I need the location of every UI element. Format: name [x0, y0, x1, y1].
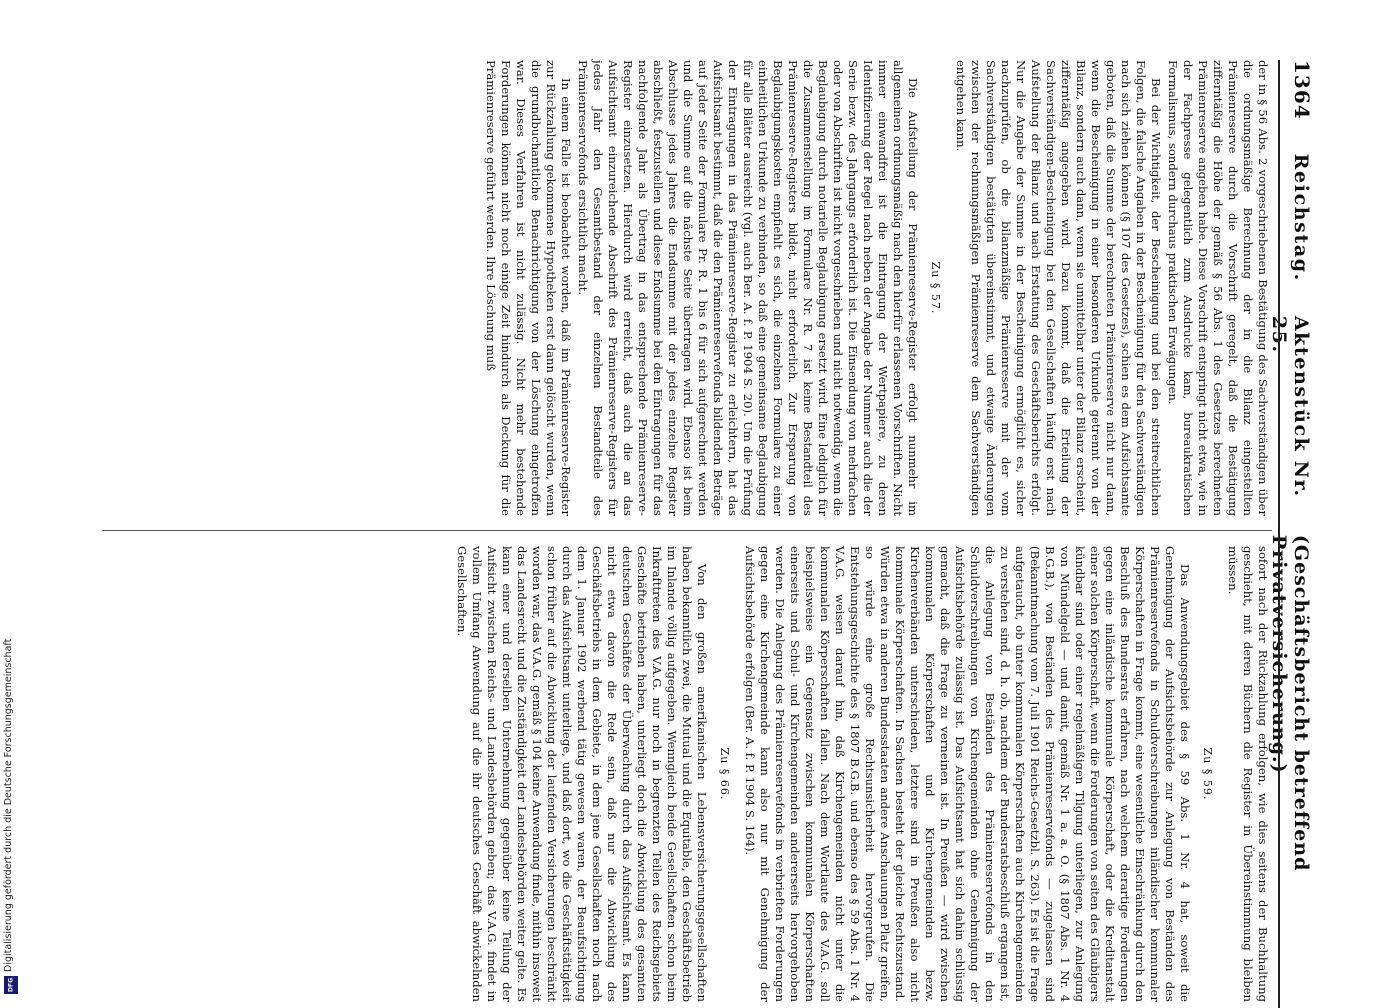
column-separator	[102, 530, 1272, 531]
header-chamber: Reichstag.	[1290, 153, 1312, 282]
paragraph: Bei der Wichtigkeit, der Bescheinigung und bei den streitrechtlichen Folgen, die falsche Angaben in der Bescheinigung für den Sachverständigen nach sich ziehen können (§ 107 des Gesetzes), schien es dem Aufsichtsamte geboten, daß die Summe der berechneten Prämienreserve nicht nur dann, wenn die Bescheinigung in einer besonderen Urkunde getrennt von der Bilanz, sondern auch dann, wenn sie unmittelbar unter der Bilanz erscheint, zifferntäßig angegeben wird. Dazu kommt, daß die Erteilung der Sachverständigen-Bescheinigung bei den Gesellschaften häufig erst nach Aufstellung der Bilanz und nach Erstattung des Geschäftsberichts erfolgt. Nur die Angabe der Summe in der Bescheinigung ermöglicht es, sicher nachzuprüfen, ob die bilanzmäßige Prämienreserve mit der vom Sachverständigen bestätigten übereinstimmt, und etwaige Änderungen zwischen der rechnungsmäßigen Prämienreserve dem Sachverständigen entgehen kann.	[954, 60, 1163, 516]
digitization-credit: Digitalisierung gefördert durch die Deutsche Forschungsgemeinschaft	[3, 638, 14, 972]
page-header	[1268, 60, 1314, 1008]
page-number: 1364	[1290, 60, 1314, 120]
digitization-sidebar	[0, 0, 22, 1000]
paragraph: Von den großen amerikanischen Lebensversicherungsgesellschaften haben bekanntlich zwei, die Mutual und die Equitable, den Geschäftsbetrieb im Inlande völlig aufgegeben. Wenngleich beide Gesellschaften schon beim Inkrafttreten des V.A.G. nur noch in begrenzten Teilen des Reichsgebiets Geschäfte betrieben haben, unterliegt doch die Abwicklung des gesamten deutschen Geschäftes der Überwachung durch das Aufsichtsamt. Es kann nicht etwa davon die Rede sein, daß nur die Abwicklung des Geschäftsbetriebs in dem Gebiete, in dem jene Gesellschaften noch nach dem 1. Januar 1902 werbend tätig gewesen waren, der Beaufsichtigung durch das Aufsichtsamt unterliege, und daß dort, wo die Geschäftstätigkeit schon früher auf die Abwicklung der laufenden Versicherungen beschränkt worden war, das V.A.G. gemäß § 104 keine Anwendung finde, mithin insoweit das Landesrecht und die Zuständigkeit der Landesbehörden weiter gelte. Es kann einer und derselben Unternehmung gegenüber keine Teilung der Aufsicht zwischen Reichs- und Landesbehörden geben; das V.A.G. findet in vollem Umfang Anwendung auf die ihr deutsches Geschäft abwickelnden Gesellschaften.	[455, 546, 709, 1002]
section-heading: Zu § 59.	[1201, 747, 1214, 801]
header-subject: (Geschäftsbericht betreffend Privatversicherung.)	[1268, 534, 1312, 872]
header-document: Aktenstück Nr. 25.	[1268, 315, 1312, 498]
dfg-logo: DFG	[4, 976, 18, 994]
paragraph: Das Anwendungsgebiet des § 59 Abs. 1 Nr. 4 hat, soweit die Genehmigung der Aufsichtsbehörde zur Anlegung von Beständen des Prämienreservefonds in Schuldverschreibungen inländischer kommunaler Körperschaften in Frage kommt, eine wesentliche Einschränkung durch den Beschluß des Bundesrats erfahren, nach welchem derartige Forderungen gegen eine inländische kommunale Körperschaft, oder die Kreditanstalt einer solchen Körperschaft, wenn die Forderungen von seiten des Gläubigers kündbar sind oder einer regelmäßigen Tilgung unterliegen, zur Anlegung von Mündelgeld — und damit, gemäß Nr. 1 a. a. O. (§ 1807 Abs. 1 Nr. 4 B.G.B.), von Beständen des Prämienreservefonds — zugelassen sind (Bekanntmachung vom 7. Juli 1901 Reichs-Gesetzbl. S. 263). Es ist die Frage aufgetaucht, ob unter kommunalen Körperschaften auch Kirchengemeinden zu verstehen sind, d. h. ob, nachdem der Bundesratsbeschluß ergangen ist, die Anlegung von Beständen des Prämienreservefonds in den Schuldverschreibungen von Kirchengemeinden ohne Genehmigung der Aufsichtsbehörde zulässig ist. Das Aufsichtsamt hat sich dahin schlüssig gemacht, daß die Frage zu verneinen ist. In Preußen — wird zwischen kommunalen Körperschaften und Kirchengemeinden bezw. Kirchenverbänden unterschieden, letztere sind in Preußen also nicht kommunale Körperschaften. In Sachsen besteht der gleiche Rechtszustand. Würden etwa in anderen Bundesstaaten andere Anschauungen Platz greifen, so würde eine große Rechtsunsicherheit hervorgerufen. Die Entstehungsgeschichte des § 1807 B.G.B. und ebenso des § 59 Abs. 1 Nr. 4 V.A.G. weisen darauf hin, daß Kirchengemeinden nicht unter die kommunalen Körperschaften fallen. Nach dem Wortlaute des V.A.G. soll beispielsweise ein Gegensatz zwischen kommunalen Körperschaften einerseits und Schul- und Kirchengemeinden andererseits hervorgehoben werden. Die Anlegung des Prämienreservefonds in verbrieften Forderungen gegen eine Kirchengemeinde kann also nur mit Genehmigung der Aufsichtsbehörde erfolgen (Ber. A. f. P. 1904 S. 164).	[743, 546, 1192, 1002]
document-page	[69, 60, 1314, 1008]
paragraph: In einem Falle ist beobachtet worden, daß im Prämienreserve-Register zur Rückzahlung gekommene Hypotheken erst dann gelöscht wurden, wenn die grundbuchamtliche Benachrichtigung von der Löschung eingetroffen war. Dieses Verfahren ist nicht zulässig. Nicht mehr bestehende Forderungen können nicht noch einige Zeit hindurch als Deckung für die Prämienreserve geführt werden. Ihre Löschung muß	[484, 60, 573, 516]
paragraph: sofort nach der Rückzahlung erfolgen, wie dies seitens der Buchhaltung geschieht, mit deren Büchern die Register in Übereinstimmung bleiben müssen.	[1226, 546, 1270, 1002]
left-column	[481, 60, 1270, 516]
section-heading: Zu § 57.	[929, 261, 942, 315]
paragraph: der in § 56 Abs. 2 vorgeschriebenen Bestätigung des Sachverständigen über die ordnungsmäßige Berechnung der in die Bilanz eingestellten Prämienreserve durch die Vorschrift geregelt, daß die Bestätigung zifferntäßig die Höhe der gemäß § 56 Abs. 1 des Gesetzes berechneten Prämienreserve angeben habe. Diese Vorschrift entspringt nicht etwa, wie in der Fachpresse gelegentlich zum Ausdrucke kam, bureaukratischen Formalismus, sondern durchaus praktischen Erwägungen.	[1166, 60, 1270, 516]
right-column	[452, 546, 1270, 1002]
section-heading: Zu § 66.	[718, 747, 731, 801]
header-rule	[1278, 60, 1280, 1008]
paragraph: Die Aufstellung der Prämienreserve-Register erfolgt nunmehr im allgemeinen ordnungsmäßig nach den hierfür erlassenen Vorschriften. Nicht immer einwandfrei ist die Eintragung der Wertpapiere, zu deren Identifizierung der Regel nach neben der Angabe der Nummer auch die der Serie bezw. des Jahrgangs erforderlich ist. Die Einsendung von mehrfachen oder von Abschriften ist nicht vorgeschrieben und nicht notwendig, wenn die Beglaubigung durch notarielle Beglaubigung ersetzt wird. Eine lediglich für die Zusammenstellung im Formulare Nr. R. 7 ist keine Bestandteil des Prämienreserve-Registers bildet, nicht erforderlich. Zur Ersparung von Beglaubigungskosten empfiehlt es sich, die einzelnen Formulare zu einer einheitlichen Urkunde zu verbinden, so daß eine gemeinsame Beglaubigung für alle Blätter ausreicht (vgl. auch Ber. A. f. P. 1904 S. 20). Um die Prüfung der Eintragungen in das Prämienreserve-Register zu erleichtern, hat das Aufsichtsamt bestimmt, daß die den Prämienreservefonds bildenden Beträge auf jeder Seite der Formulare Pr. R. 1 bis 6 für sich aufgerechnet werden und die Summe auf die nächste Seite übertragen wird. Ebenso ist beim Abschlusse jedes Jahres die Endsumme mit der jedes einzelne Register abschließt, festzustellen und diese Endsumme bei den Eintragungen für das nachfolgende Jahr als Übertrag in das entsprechende Prämienreserve-Register einzusetzen. Hierdurch wird erreicht, daß auch die an das Aufsichtsamt einzureichende Abschrift des Prämienreserve-Registers für jedes Jahr den Gesamtbestand der einzelnen Bestandteile des Prämienreservefonds ersichtlich macht.	[576, 60, 920, 516]
